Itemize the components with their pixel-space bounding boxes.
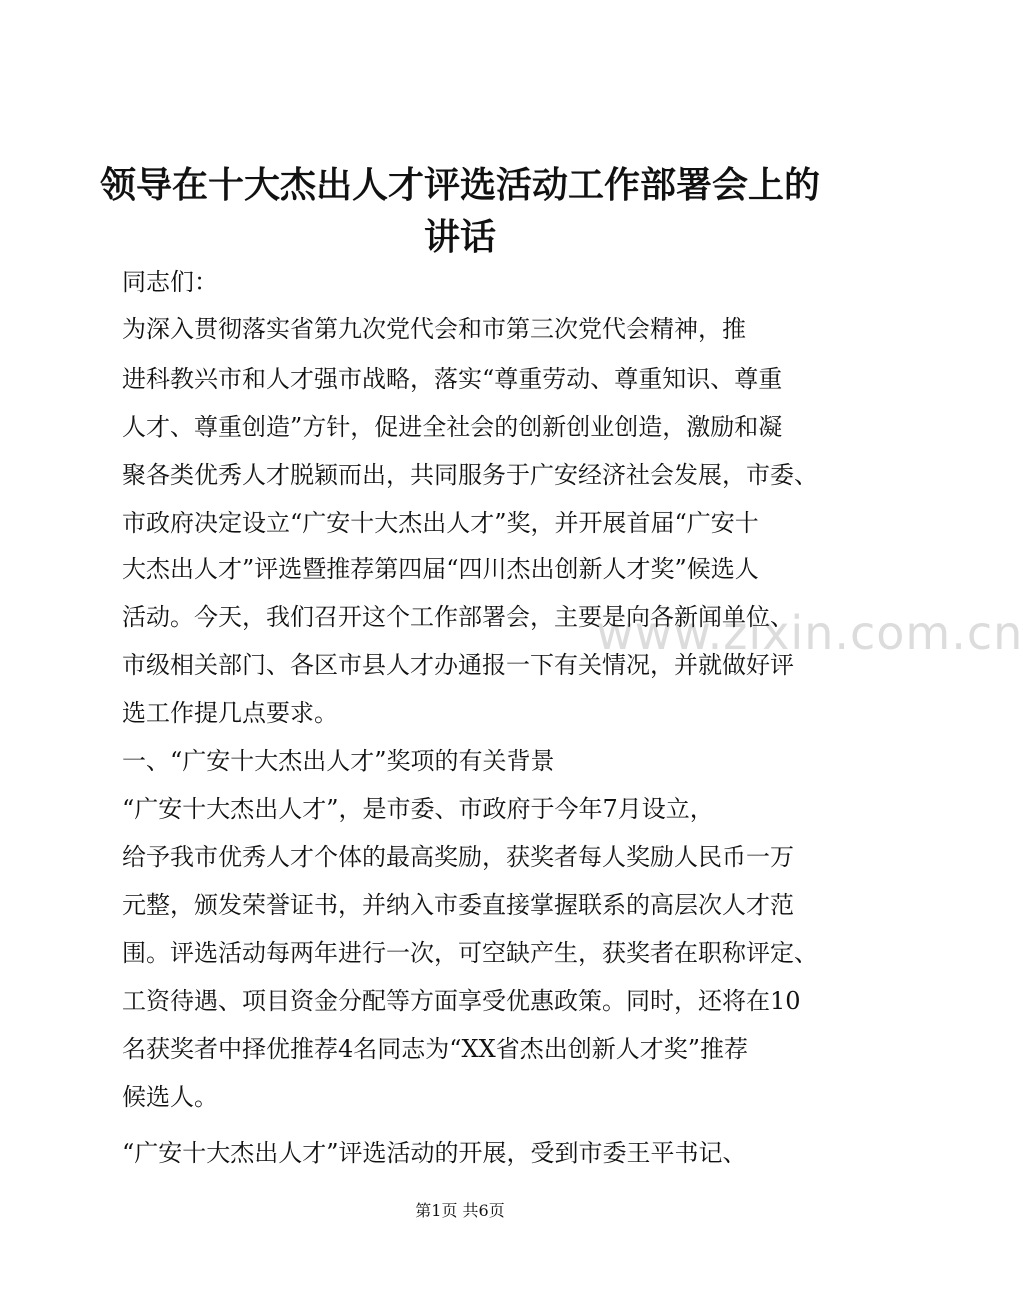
- body-line: 活动。今天，我们召开这个工作部署会，主要是向各新闻单位、: [122, 603, 794, 631]
- body-line: 进科教兴市和人才强市战略，落实“尊重劳动、尊重知识、尊重: [122, 365, 783, 393]
- document-title-line-2: 讲话: [423, 216, 496, 258]
- body-line: 给予我市优秀人才个体的最高奖励，获奖者每人奖励人民币一万: [122, 843, 794, 871]
- body-line: 围。评选活动每两年进行一次，可空缺产生，获奖者在职称评定、: [122, 939, 818, 967]
- body-line: “广安十大杰出人才”评选活动的开展，受到市委王平书记、: [122, 1139, 747, 1167]
- body-line: 名获奖者中择优推荐4名同志为“XX省杰出创新人才奖”推荐: [122, 1035, 748, 1063]
- body-line: 为深入贯彻落实省第九次党代会和市第三次党代会精神，推: [122, 315, 746, 343]
- body-line: 聚各类优秀人才脱颖而出，共同服务于广安经济社会发展，市委、: [122, 461, 818, 489]
- body-line: 同志们：: [122, 268, 218, 296]
- watermark: www.zixin.com.cn: [596, 606, 1023, 660]
- page-footer: 第1页 共6页: [415, 1201, 505, 1220]
- body-line: 人才、尊重创造”方针，促进全社会的创新创业创造，激励和凝: [122, 413, 783, 441]
- body-line: 大杰出人才”评选暨推荐第四届“四川杰出创新人才奖”候选人: [122, 555, 759, 583]
- body-line: 元整，颁发荣誉证书，并纳入市委直接掌握联系的高层次人才范: [122, 891, 794, 919]
- body-line: 选工作提几点要求。: [122, 699, 338, 727]
- body-line: 一、“广安十大杰出人才”奖项的有关背景: [122, 747, 555, 775]
- document-title-line-1: 领导在十大杰出人才评选活动工作部署会上的: [99, 164, 820, 206]
- body-line: “广安十大杰出人才”，是市委、市政府于今年7月设立，: [122, 795, 714, 823]
- body-line: 市政府决定设立“广安十大杰出人才”奖，并开展首届“广安十: [122, 509, 759, 537]
- body-line: 市级相关部门、各区市县人才办通报一下有关情况，并就做好评: [122, 651, 794, 679]
- body-line: 候选人。: [122, 1083, 218, 1111]
- body-line: 工资待遇、项目资金分配等方面享受优惠政策。同时，还将在10: [122, 987, 801, 1015]
